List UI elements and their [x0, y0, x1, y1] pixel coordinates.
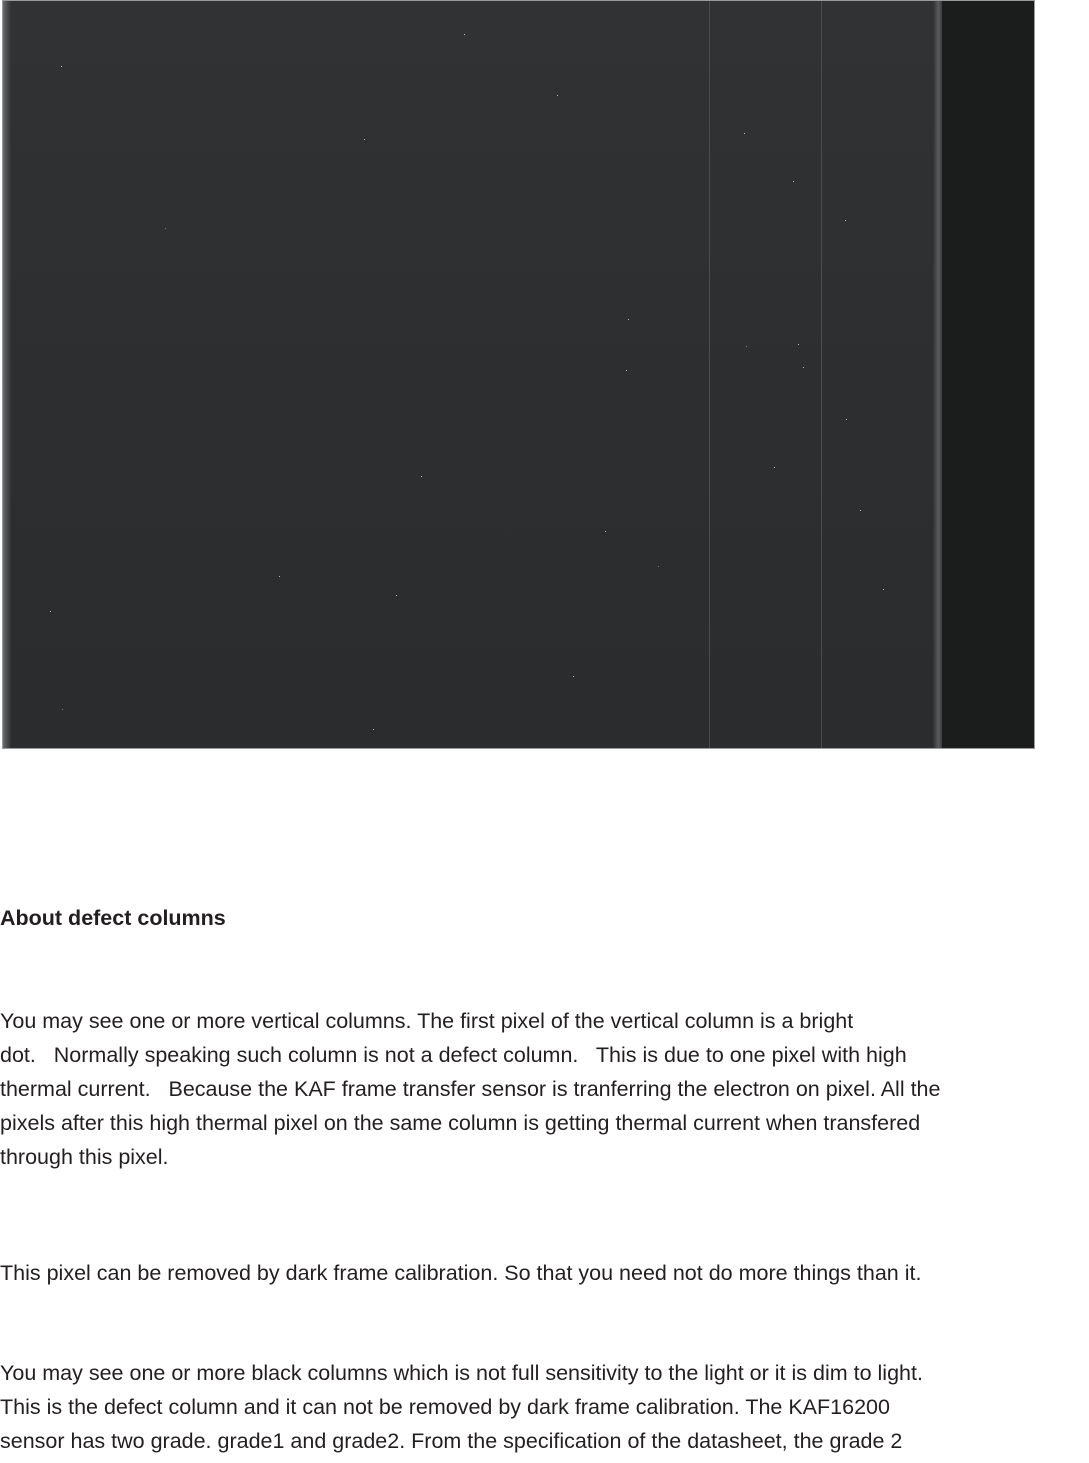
sensor-dark-frame-image	[2, 0, 1035, 749]
hot-pixel	[628, 319, 629, 320]
hot-pixel	[744, 133, 745, 134]
hot-pixel	[62, 709, 63, 710]
hot-pixel	[626, 370, 627, 371]
hot-pixel	[50, 611, 51, 612]
hot-pixel	[364, 139, 365, 140]
hot-pixel	[421, 476, 422, 477]
hot-pixel	[396, 595, 397, 596]
paragraph-line: pixels after this high thermal pixel on the same column is getting thermal current when transfered	[0, 1111, 921, 1135]
hot-pixel	[279, 576, 280, 577]
hot-pixel	[61, 66, 62, 67]
hot-pixel	[373, 729, 374, 730]
paragraph-line: dot. Normally speaking such column is not a defect column. This is due to one pixel with high	[0, 1043, 907, 1067]
paragraph-line: You may see one or more vertical columns. The first pixel of the vertical column is a bright	[0, 1009, 854, 1033]
hot-pixel	[746, 346, 747, 347]
hot-pixel	[846, 419, 847, 420]
paragraph-line: through this pixel.	[0, 1145, 169, 1169]
paragraph-line: This pixel can be removed by dark frame calibration. So that you need not do more things than it.	[0, 1261, 922, 1285]
paragraph-line: thermal current. Because the KAF frame transfer sensor is tranferring the electron on pixel. All the	[0, 1077, 941, 1101]
hot-pixel	[803, 367, 804, 368]
paragraph-line: sensor has two grade. grade1 and grade2. From the specification of the datasheet, the grade 2	[0, 1429, 903, 1453]
sensor-active-area	[3, 1, 941, 748]
hot-pixel	[883, 589, 884, 590]
vertical-column-line	[821, 1, 822, 748]
hot-pixel	[658, 566, 659, 567]
hot-pixel	[860, 510, 861, 511]
paragraph-2	[0, 1256, 1089, 1290]
hot-pixel	[774, 467, 775, 468]
hot-pixel	[464, 34, 465, 35]
paragraph-line: This is the defect column and it can not be removed by dark frame calibration. The KAF16200	[0, 1395, 890, 1419]
hot-pixel	[165, 228, 166, 229]
sensor-left-edge	[3, 1, 11, 748]
section-heading: About defect columns	[0, 906, 226, 930]
vertical-column-line	[709, 1, 710, 748]
hot-pixel	[793, 181, 794, 182]
hot-pixel	[573, 676, 574, 677]
hot-pixel	[605, 531, 606, 532]
paragraph-3	[0, 1356, 1089, 1458]
paragraph-1	[0, 1004, 1089, 1174]
hot-pixel	[798, 344, 799, 345]
sensor-right-edge	[933, 1, 942, 748]
hot-pixel	[557, 95, 558, 96]
hot-pixel	[845, 220, 846, 221]
paragraph-line: You may see one or more black columns which is not full sensitivity to the light or it is dim to light.	[0, 1361, 923, 1385]
